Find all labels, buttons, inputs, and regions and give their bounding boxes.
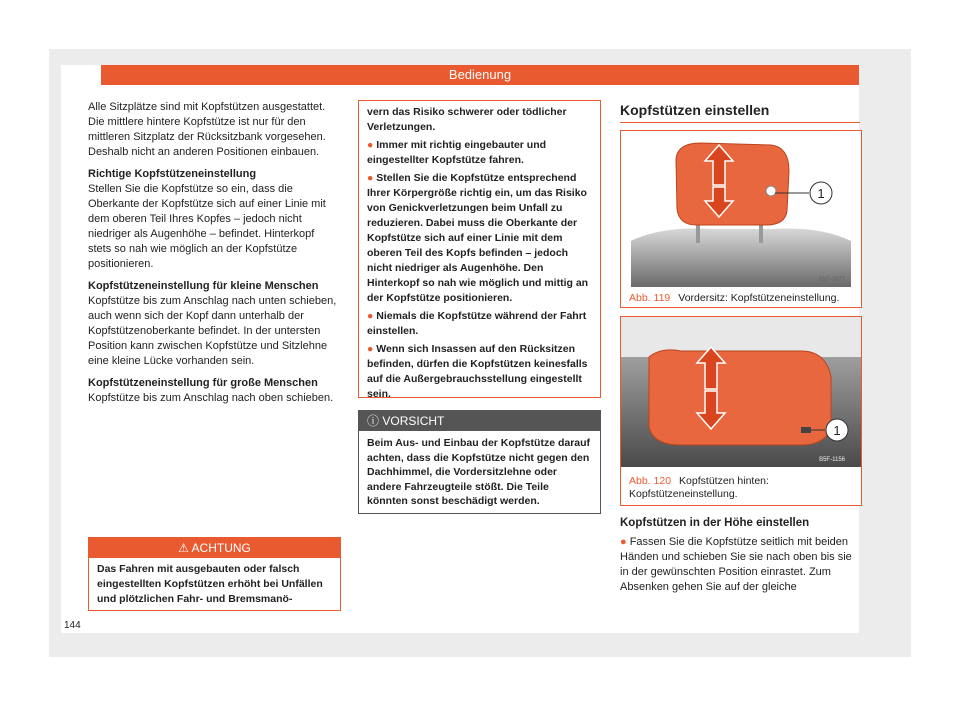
figure-code: B5F-0977 <box>818 277 845 283</box>
heading-height-adjust: Kopfstützen in der Höhe einstellen <box>620 517 810 529</box>
paragraph-tall-persons: Kopfstütze bis zum Anschlag nach oben schieben. <box>88 392 334 404</box>
warning-bullet-3 <box>367 309 592 339</box>
warning-bullet-3-text: Niemals die Kopfstütze während der Fahrt einstellen. <box>367 310 587 337</box>
warning-bullet-4-text: Wenn sich Insassen auf den Rücksitzen befinden, dürfen die Kopfstützen keinesfalls auf die Außergebrauchsstellung eingestellt sein. <box>367 343 588 400</box>
warning-box <box>88 537 341 611</box>
caution-text: Beim Aus- und Einbau der Kopfstütze darauf achten, dass die Kopfstütze nicht gegen den Dachhimmel, die Vordersitzlehne oder andere Fahrzeugteile stößt. Die Teile könnten sonst beschädigt werden. <box>367 437 591 508</box>
figure-front-headrest <box>620 130 862 308</box>
paragraph-small-persons: Kopfstütze bis zum Anschlag nach unten schieben, auch wenn sich der Kopf dann unterhalb der Kopfstützenoberkante befindet. In der untersten Position kann zwischen Kopfstütze und Sitzlehne eine kleine Lücke vorhanden sein. <box>88 295 337 367</box>
bullet-icon: ● <box>367 139 377 151</box>
rear-headrest-illustration <box>621 317 861 467</box>
bullet-icon: ● <box>620 536 630 548</box>
warning-bullet-1-text: Immer mit richtig eingebauter und eingestellter Kopfstütze fahren. <box>367 139 547 166</box>
paragraph-height-adjust-text: Fassen Sie die Kopfstütze seitlich mit beiden Händen und schieben Sie sie nach oben bis sie in der gewünschten Position einrastet. Zum Absenken gehen Sie auf der gleiche <box>620 536 852 593</box>
warning-bullet-2-text: Stellen Sie die Kopfstütze entsprechend Ihrer Körpergröße richtig ein, um das Risiko von Genickverletzungen beim Unfall zu reduzieren. Dabei muss die Oberkante der Kopfstütze sich auf einer Linie mit dem oberen Teil des Kopfs befinden – jedoch nicht niedriger als Augenhöhe. Den Hinterkopf so nah wie möglich und mittig an der Kopfstütze positionieren. <box>367 172 589 304</box>
callout-1: 1 <box>833 423 841 438</box>
bullet-icon: ● <box>367 343 377 355</box>
warning-text: Das Fahren mit ausgebauten oder falsch eingestellten Kopfstützen erhöht bei Unfällen und plötzlichen Fahr- und Bremsmanö- <box>97 563 323 605</box>
section-header: Bedienung <box>101 65 859 85</box>
bullet-icon: ● <box>367 172 377 184</box>
figure-caption <box>629 292 839 305</box>
section-title: Kopfstützen einstellen <box>620 100 860 123</box>
warning-continuation-box <box>358 100 601 398</box>
warning-header <box>89 538 340 558</box>
caution-box <box>358 410 601 514</box>
figure-rear-headrest <box>620 316 862 506</box>
figure-number: Abb. 120 <box>629 475 672 487</box>
warning-title: ACHTUNG <box>191 541 251 555</box>
caution-header <box>359 411 600 431</box>
warning-triangle-icon: ⚠ <box>178 541 189 555</box>
intro-paragraph: Alle Sitzplätze sind mit Kopfstützen ausgestattet. Die mittlere hintere Kopfstütze ist nur für den mittleren Sitzplatz der Rücksitzbank vorgesehen. Deshalb nicht an anderen Positionen einbauen. <box>88 101 326 158</box>
bullet-icon: ● <box>367 310 377 322</box>
warning-bullet-1 <box>367 138 592 168</box>
figure-caption-text: Vordersitz: Kopfstützeneinstellung. <box>678 292 840 304</box>
paragraph-height-adjust <box>620 535 860 595</box>
warning-bullet-4 <box>367 342 592 402</box>
figure-caption <box>629 475 853 501</box>
height-adjust-section <box>620 516 860 602</box>
page-number: 144 <box>64 620 81 631</box>
heading-small-persons: Kopfstützeneinstellung für kleine Menschen <box>88 280 319 292</box>
heading-tall-persons: Kopfstützeneinstellung für große Menschen <box>88 377 318 389</box>
caution-title: VORSICHT <box>382 414 445 428</box>
heading-correct-adjustment: Richtige Kopfstützeneinstellung <box>88 168 257 180</box>
figure-code: B5F-1156 <box>819 457 845 463</box>
warning-bullet-2 <box>367 171 592 306</box>
paragraph-correct-adjustment: Stellen Sie die Kopfstütze so ein, dass die Oberkante der Kopfstütze sich auf einer Linie mit dem oberen Teil Ihres Kopfes – jedoch nicht niedriger als Augenhöhe – befindet. Hinterkopf stets so nah wie möglich an der Kopfstütze positionieren. <box>88 183 326 270</box>
info-circle-icon: ⓘ <box>367 414 380 428</box>
column-1 <box>88 100 340 413</box>
warning-continuation: vern das Risiko schwerer oder tödlicher Verletzungen. <box>367 106 567 133</box>
callout-1: 1 <box>817 186 825 201</box>
figure-caption-text: Kopfstützen hinten: Kopfstützeneinstellung. <box>629 475 769 500</box>
front-headrest-illustration <box>621 131 861 287</box>
figure-number: Abb. 119 <box>629 292 671 304</box>
